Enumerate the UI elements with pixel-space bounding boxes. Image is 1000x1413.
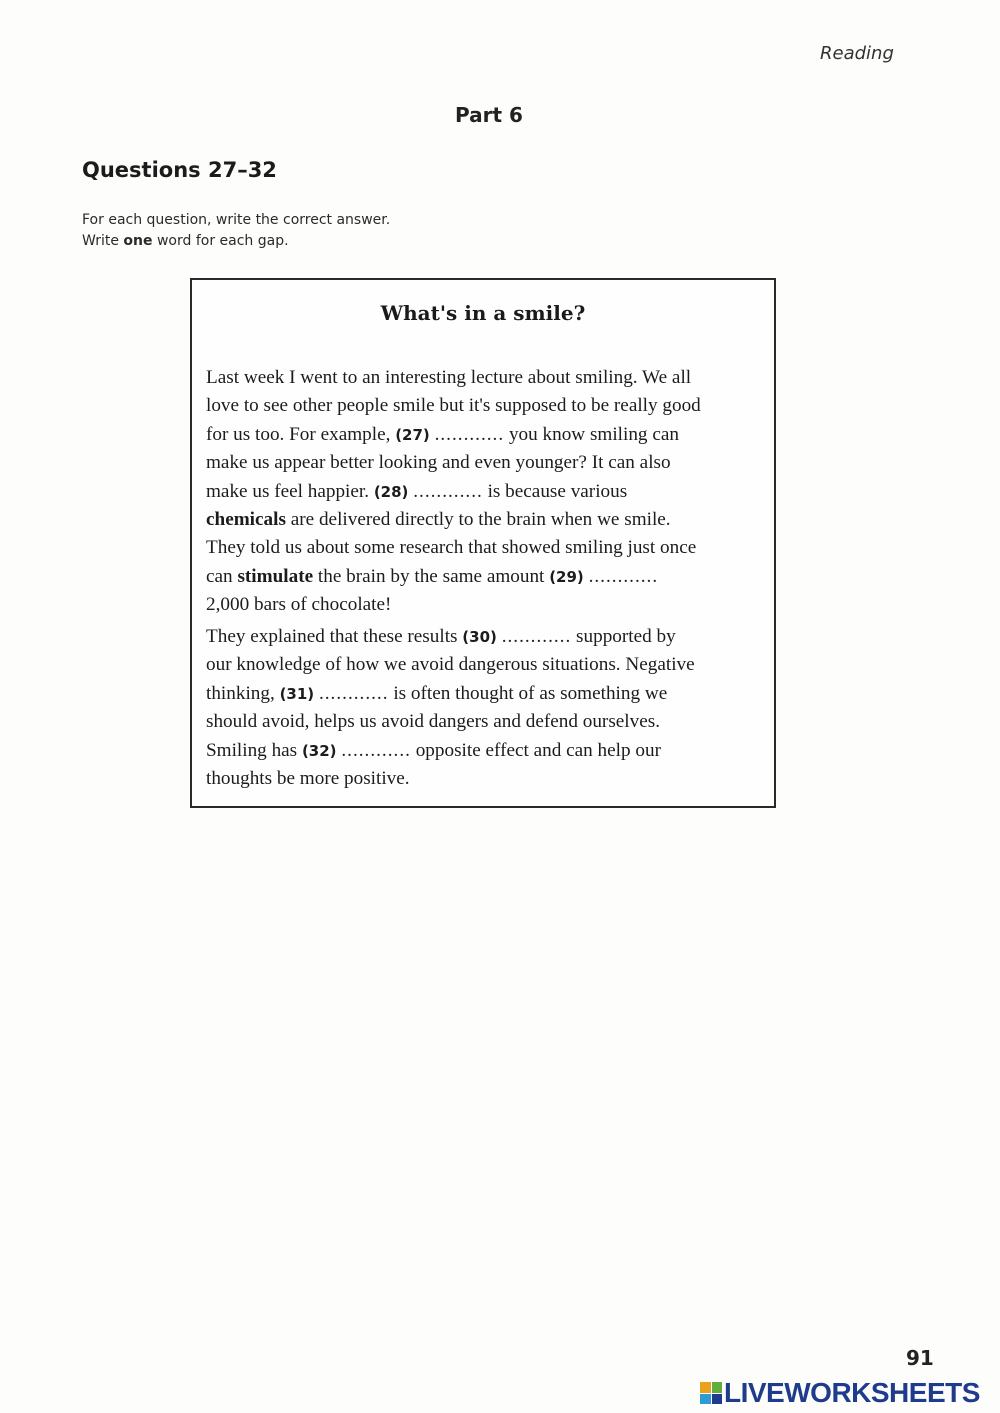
question-number-30: (30) (462, 628, 497, 646)
instruction-line-2 (82, 231, 390, 252)
text-line: love to see other people smile but it's supposed to be really good (206, 395, 701, 417)
text-line (206, 563, 766, 591)
answer-gap-28[interactable]: ............ (413, 480, 483, 502)
question-number-27: (27) (395, 425, 430, 444)
text-segment: are delivered directly to the brain when we smile. (285, 509, 671, 531)
instruction-line-1: For each question, write the correct answer. (82, 212, 391, 228)
text-line (206, 623, 766, 651)
text-segment: the brain by the same amount (313, 565, 550, 587)
instruction-text: Write (82, 233, 124, 249)
question-number-32: (32) (301, 741, 337, 760)
logo-square (712, 1382, 723, 1393)
page-number: 91 (906, 1346, 934, 1370)
text-line: our knowledge of how we avoid dangerous situations. Negative (206, 654, 695, 676)
text-line: make us appear better looking and even younger? It can also (206, 452, 671, 474)
answer-gap-32[interactable]: ............ (341, 739, 411, 761)
question-number-28: (28) (373, 482, 409, 501)
liveworksheets-brand[interactable] (700, 1377, 980, 1408)
text-segment: They explained that these results (206, 626, 463, 647)
text-segment: Smiling has (206, 739, 302, 761)
text-segment: can (206, 565, 238, 587)
instruction-text: word for each gap. (152, 233, 289, 249)
keyword-chemicals: chemicals (206, 509, 286, 531)
text-segment: is often thought of as something we (388, 682, 668, 704)
text-line (206, 478, 766, 506)
brand-name: LIVEWORKSHEETS (724, 1377, 980, 1408)
keyword-stimulate: stimulate (237, 565, 314, 587)
question-number-31: (31) (279, 684, 315, 703)
text-line: should avoid, helps us avoid dangers and defend ourselves. (206, 711, 661, 733)
text-segment: for us too. For example, (206, 423, 396, 445)
text-segment: is because various (482, 480, 628, 502)
text-line (206, 421, 766, 449)
logo-square (700, 1382, 711, 1393)
logo-square (712, 1394, 723, 1405)
text-segment: you know smiling can (504, 423, 679, 445)
text-line (206, 506, 766, 534)
text-line (206, 737, 766, 765)
text-title: What's in a smile? (380, 301, 586, 325)
reading-text-box (190, 278, 776, 808)
text-line: They told us about some research that showed smiling just once (206, 537, 697, 559)
answer-gap-29[interactable]: ............ (588, 565, 659, 587)
text-line: Last week I went to an interesting lecture about smiling. We all (206, 367, 692, 388)
part-title: Part 6 (455, 103, 523, 127)
text-segment: thinking, (206, 682, 280, 704)
question-number-29: (29) (549, 567, 584, 586)
text-line: 2,000 bars of chocolate! (206, 594, 392, 616)
instruction-emphasis: one (123, 233, 153, 249)
running-head: Reading (820, 43, 894, 64)
paragraph-2 (206, 623, 766, 793)
text-segment: supported by (571, 626, 676, 647)
logo-square (700, 1394, 711, 1405)
text-line: thoughts be more positive. (206, 768, 410, 790)
answer-gap-27[interactable]: ............ (434, 423, 505, 445)
paragraph-1 (206, 364, 766, 620)
text-line (206, 680, 766, 708)
questions-heading: Questions 27–32 (82, 158, 277, 182)
answer-gap-31[interactable]: ............ (318, 682, 389, 704)
text-segment: opposite effect and can help our (410, 739, 661, 761)
answer-gap-30[interactable]: ............ (501, 626, 572, 647)
instructions (82, 210, 390, 252)
liveworksheets-logo-icon (700, 1382, 722, 1404)
text-segment: make us feel happier. (206, 480, 374, 502)
